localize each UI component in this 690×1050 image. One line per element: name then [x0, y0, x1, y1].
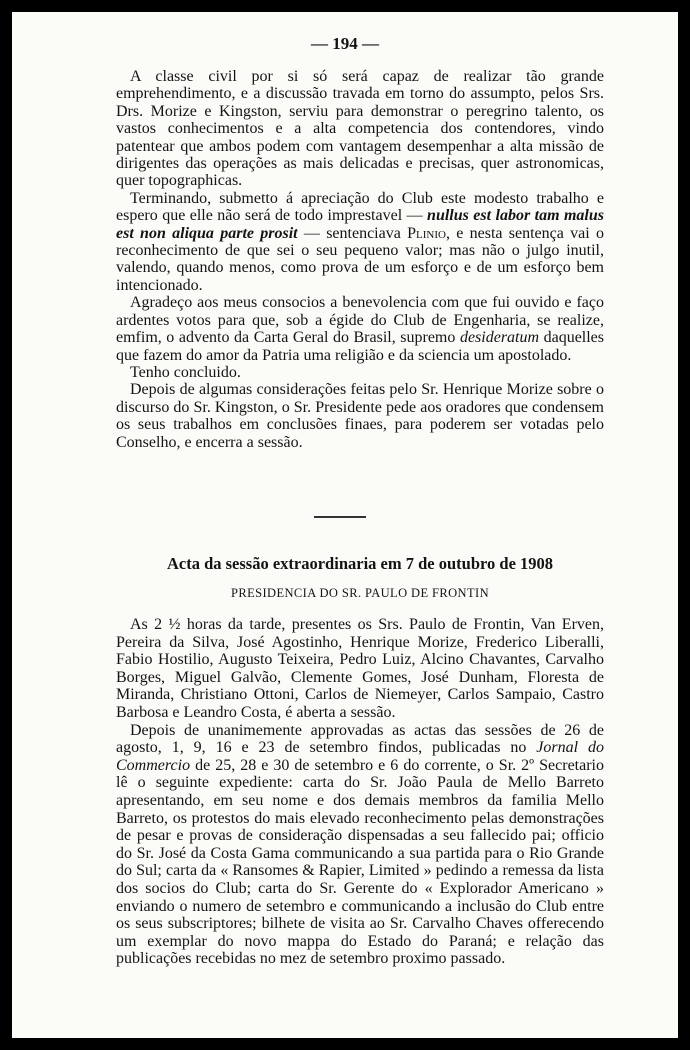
- acta-paragraph-2: [116, 722, 604, 968]
- paragraph-2-end: , e nesta sentença vai o reconhecimento de que sei o seu pequeno valor; mas não o julgo inutil, valendo, quando menos, como prova de um esforço e de um esforço bem intencionado.: [116, 224, 604, 294]
- speech-text: [116, 68, 604, 451]
- paragraph-2: [116, 190, 604, 294]
- desideratum-term: desideratum: [459, 329, 540, 347]
- paragraph-5: Depois de algumas considerações feitas pelo Sr. Henrique Morize sobre o discurso do Sr. Kingston, o Sr. Presidente pede aos oradores que condensem os seus trabalhos em conclusões finaes, para poderem ser votadas pelo Conselho, e encerra a sessão.: [116, 381, 604, 451]
- paragraph-3: [116, 294, 604, 364]
- author-name: Plinio: [407, 224, 446, 242]
- journal-name: Jornal do Commercio: [116, 739, 605, 774]
- acta-text: [116, 616, 604, 968]
- acta-paragraph-1: As 2 ½ horas da tarde, presentes os Srs. Paulo de Frontin, Van Erven, Pereira da Silva, José Agostinho, Henrique Morize, Frederico Liberalli, Fabio Hostilio, Augusto Teixeira, Pedro Luiz, Alcino Chavantes, Carvalho Borges, Miguel Galvão, Clemente Gomes, José Dunham, Floresta de Miranda, Christiano Ottoni, Carlos de Niemeyer, Carlos Sampaio, Castro Barbosa e Leandro Costa, é aberta a sessão.: [116, 616, 604, 721]
- acta-paragraph-2-end: de 25, 28 e 30 de setembro e 6 do corrente, o Sr. 2º Secretario lê o seguinte expediente: carta do Sr. João Paula de Mello Barreto apresentando, em seu nome e dos demais membros da familia Mello Barreto, os protestos do mais elevado reconhecimento pelas demonstrações de pesar e provas de consideração dispensadas a seu fallecido pai; officio do Sr. José da Costa Gama communicando a sua partida para o Rio Grande do Sul; carta da « Ransomes & Rapier, Limited » pedindo a remessa da lista dos socios do Club; carta do Sr. Gerente do « Explorador Americano » enviando o numero de setembro e communicando a inclusão do Club entre os seus subscriptores; bilhete de visita ao Sr. Carvalho Chaves offerecendo um exemplar do novo mappa do Estado do Paraná; e relação das publicações recebidas no mez de setembro proximo passado.: [116, 756, 604, 968]
- paragraph-3-start: Agradeço aos meus consocios a benevolencia com que fui ouvido e faço ardentes votos para que, sob a égide do Club de Engenharia, se realize, emfim, o advento da Carta Geral do Brasil, supremo: [116, 294, 604, 347]
- paragraph-2-start: Terminando, submetto á apreciação do Club este modesto trabalho e espero que elle não será de todo imprestavel —: [116, 189, 604, 225]
- paragraph-3-end: daquelles que fazem do amor da Patria uma religião e da sciencia um apostolado.: [116, 329, 605, 364]
- paragraph-4: Tenho concluido.: [130, 363, 241, 381]
- presidencia-line: PRESIDENCIA DO SR. PAULO DE FRONTIN: [230, 586, 489, 600]
- acta-title: Acta da sessão extraordinaria em 7 de outubro de 1908: [166, 554, 554, 573]
- page-number: — 194 —: [311, 34, 379, 53]
- paragraph-2-middle: — sentenciava: [297, 224, 408, 242]
- section-divider: [314, 516, 366, 518]
- acta-paragraph-2-start: Depois de unanimemente approvadas as actas das sessões de 26 de agosto, 1, 9, 16 e 23 de setembro findos, publicadas no: [116, 721, 604, 757]
- document-page: [12, 12, 678, 1038]
- paragraph-1: A classe civil por si só será capaz de realizar tão grande emprehendimento, e a discussão travada em torno do assumpto, pelos Srs. Drs. Morize e Kingston, serviu para demonstrar o peregrino talento, os vastos conhecimentos e a alta competencia dos contendores, vindo patentear que ambos podem com vantagem desempenhar a alta missão de dirigentes das operações as mais delicadas e precisas, quer astronomicas, quer topographicas.: [116, 68, 604, 190]
- latin-quote: nullus est labor tam malus est non aliqua parte prosit: [116, 207, 605, 242]
